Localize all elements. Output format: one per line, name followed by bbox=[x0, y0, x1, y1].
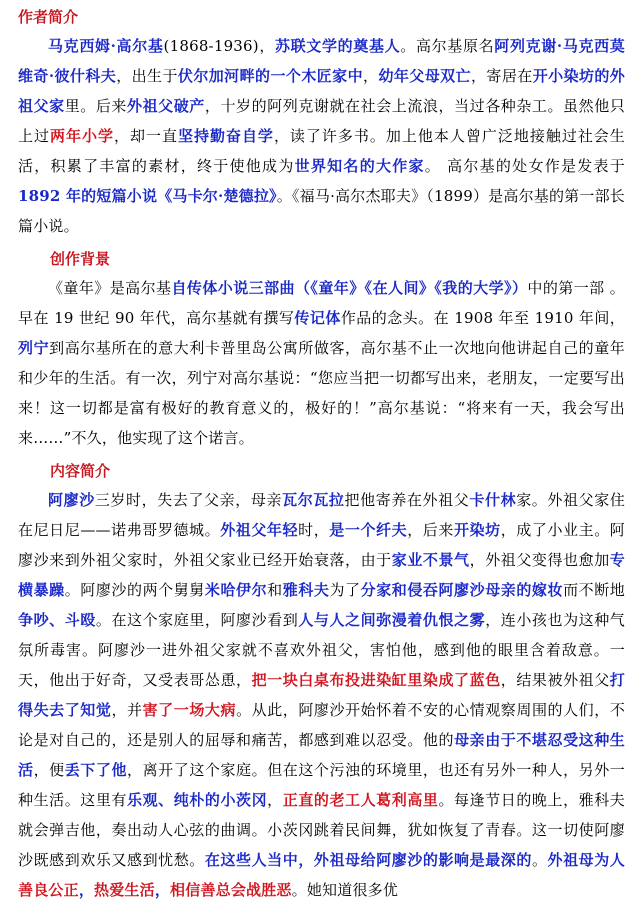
highlighted-text: 1892 年的短篇小说《马卡尔·楚德拉》 bbox=[18, 187, 277, 205]
text-run: ，成了小业主。阿廖沙来到外祖父家时，外祖父家业已经开始衰落，由于 bbox=[18, 521, 625, 569]
highlighted-text: 伏尔加河畔的一个木匠家中 bbox=[177, 67, 363, 85]
text-run: ，便 bbox=[33, 761, 65, 779]
text-run: 。她知道很多优 bbox=[291, 881, 399, 899]
highlighted-text: 正直的老工人葛利高里 bbox=[282, 791, 439, 809]
text-run: ，连小孩也为这种气氛所毒害。阿廖沙一进外祖父家就不喜欢外祖父，害怕他，感到他的眼里含着敌意。一天，他出于好奇，又受表哥怂恿， bbox=[18, 611, 625, 689]
text-run: 。每逢节日的晚上，雅科夫就会弹吉他，奏出动人心弦的曲调。小茨冈跳着民间舞，犹如恢复了青春。这一切使阿廖沙既感到欢乐又感到忧愁。 bbox=[18, 791, 625, 869]
text-run: ，读了许多书。加上他本人曾广泛地接触过社会生活，积累了丰富的素材，终于使他成为 bbox=[18, 127, 626, 175]
highlighted-text: ， bbox=[154, 881, 171, 899]
highlighted-text: 米哈伊尔 bbox=[204, 581, 268, 599]
highlighted-text: 热爱生活 bbox=[94, 881, 155, 899]
highlighted-text: 母亲由于不堪忍受这种生活 bbox=[18, 731, 625, 779]
text-run: (1868-1936)， bbox=[163, 37, 275, 55]
text-run: 《童年》是高尔基 bbox=[48, 279, 172, 297]
highlighted-text: 世界知名的大作家 bbox=[294, 157, 425, 175]
section-paragraph-content-summary bbox=[18, 485, 625, 905]
text-run: 中的第一部 。早在 19 世纪 90 年代，高尔基就有撰写 bbox=[18, 279, 625, 327]
highlighted-text: ， bbox=[78, 881, 95, 899]
text-run: ，十岁的阿列克谢就在社会上流浪，当过各种杂工。虽然他只上过 bbox=[18, 97, 625, 145]
highlighted-text: 卡什林 bbox=[469, 491, 517, 509]
highlighted-text: 自传体小说三部曲（《童年》《在人间》《我的大学》） bbox=[171, 279, 528, 297]
highlighted-text: 瓦尔瓦拉 bbox=[282, 491, 345, 509]
text-run: 而不断地 bbox=[563, 581, 625, 599]
highlighted-text: 阿列克谢·马克西莫维奇·彼什科夫 bbox=[18, 37, 626, 85]
text-run: 把他寄养在外祖父 bbox=[344, 491, 470, 509]
text-run: 为了 bbox=[329, 581, 361, 599]
highlighted-text: 专横暴躁 bbox=[18, 551, 625, 599]
text-run: 。 高尔基的处女作是发表于 bbox=[424, 157, 625, 175]
section-heading-content-summary: 内容简介 bbox=[50, 462, 111, 480]
highlighted-text: 把一块白桌布投进染缸里染成了蓝色 bbox=[251, 671, 501, 689]
highlighted-text: 打得失去了知觉 bbox=[18, 671, 625, 719]
text-run: ，却一直 bbox=[113, 127, 178, 145]
highlighted-text: 丢下了他 bbox=[64, 761, 128, 779]
text-run: ，结果被外祖父 bbox=[500, 671, 610, 689]
text-run: 。从此，阿廖沙开始怀着不安的心情观察周围的人们，不论是对自己的，还是别人的屈辱和痛苦，都感到难以忍受。他的 bbox=[18, 701, 626, 749]
section-heading-writing-background: 创作背景 bbox=[50, 250, 111, 268]
text-run: 到高尔基所在的意大利卡普里岛公寓所做客，高尔基不止一次地向他讲起自己的童年和少年的生活。有一次，列宁对高尔基说：“您应当把一切都写出来，老朋友，一定要写出来！这一切都是富有极好的教育意义的，极好的！”高尔基说：“将来有一天，我会写出来……”不久，他实现了这个诺言。 bbox=[18, 339, 626, 447]
highlighted-text: 外祖父破产 bbox=[127, 97, 205, 115]
highlighted-text: 外祖母为人 bbox=[547, 851, 626, 869]
highlighted-text: 坚持勤奋自学 bbox=[177, 127, 274, 145]
text-run: ，后来 bbox=[407, 521, 454, 539]
text-run: ，外祖父变得也愈加 bbox=[469, 551, 610, 569]
text-run: ， bbox=[363, 67, 379, 85]
text-run: 里。后来 bbox=[64, 97, 128, 115]
text-run: ， bbox=[267, 791, 283, 809]
text-run: 。高尔基原名 bbox=[400, 37, 495, 55]
text-run: 。在这个家庭里，阿廖沙看到 bbox=[95, 611, 299, 629]
highlighted-text: 马克西姆·高尔基 bbox=[48, 37, 164, 55]
text-run: 家。外祖父家住在尼日尼——诺弗哥罗德城。 bbox=[18, 491, 626, 539]
section-heading-author-intro: 作者简介 bbox=[18, 8, 79, 26]
text-run: ，并 bbox=[111, 701, 143, 719]
highlighted-text: 害了一场大病 bbox=[142, 701, 237, 719]
highlighted-text: 争吵、斗殴 bbox=[18, 611, 96, 629]
highlighted-text: 两年小学 bbox=[50, 127, 114, 145]
highlighted-text: 家业不景气 bbox=[391, 551, 470, 569]
highlighted-text: 雅科夫 bbox=[282, 581, 330, 599]
highlighted-text: 列宁 bbox=[18, 339, 50, 357]
highlighted-text: 幼年父母双亡 bbox=[378, 67, 471, 85]
highlighted-text: 开染坊 bbox=[453, 521, 501, 539]
highlighted-text: 开小染坊的外祖父家 bbox=[18, 67, 626, 115]
highlighted-text: 分家和侵吞阿廖沙母亲的嫁妆 bbox=[360, 581, 564, 599]
highlighted-text: 苏联文学的奠基人 bbox=[274, 37, 401, 55]
text-run: 作品的念头。在 1908 年至 1910 年间， bbox=[340, 309, 625, 327]
highlighted-text: 传记体 bbox=[294, 309, 341, 327]
text-run: 。 bbox=[531, 851, 548, 869]
text-run: ，寄居在 bbox=[470, 67, 533, 85]
text-run: 三岁时，失去了父亲，母亲 bbox=[94, 491, 283, 509]
text-run: 。阿廖沙的两个舅舅 bbox=[64, 581, 205, 599]
text-run: ，出生于 bbox=[116, 67, 178, 85]
highlighted-text: 是一个纤夫 bbox=[329, 521, 408, 539]
highlighted-text: 在这些人当中，外祖母给阿廖沙的影响是最深的 bbox=[204, 851, 532, 869]
text-run: 。《福马·高尔杰耶夫》（1899）是高尔基的第一部长篇小说。 bbox=[18, 187, 625, 235]
section-paragraph-writing-background bbox=[18, 273, 625, 453]
highlighted-text: 乐观、纯朴的小茨冈 bbox=[127, 791, 268, 809]
highlighted-text: 善良公正 bbox=[18, 881, 79, 899]
highlighted-text: 相信善总会战胜恶 bbox=[170, 881, 292, 899]
text-run: 时， bbox=[298, 521, 330, 539]
section-paragraph-author-intro bbox=[18, 31, 625, 241]
highlighted-text: 阿廖沙 bbox=[48, 491, 95, 509]
highlighted-text: 外祖父年轻 bbox=[220, 521, 299, 539]
text-run: 和 bbox=[267, 581, 283, 599]
text-run: ，离开了这个家庭。但在这个污浊的环境里，也还有另外一种人，另外一种生活。这里有 bbox=[18, 761, 625, 809]
highlighted-text: 人与人之间弥漫着仇恨之雾 bbox=[298, 611, 486, 629]
